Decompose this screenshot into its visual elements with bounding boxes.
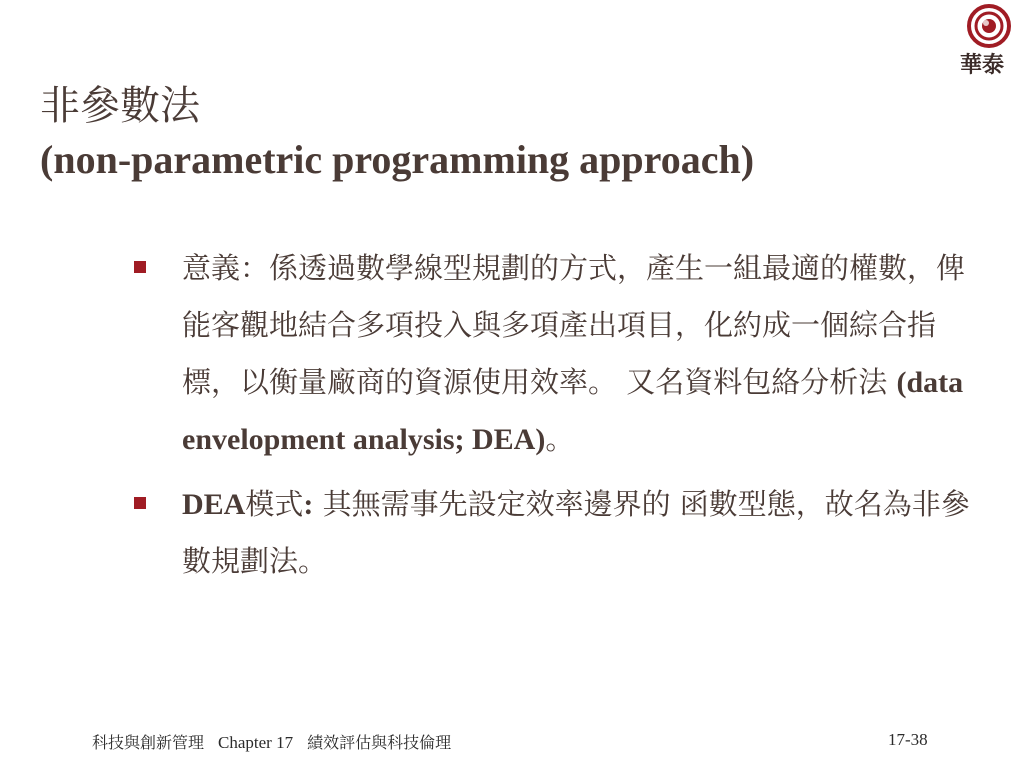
- logo-text: 華泰: [960, 52, 1005, 78]
- footer-chapter-title: 績效評估與科技倫理: [307, 733, 452, 752]
- square-bullet-icon: [134, 497, 146, 509]
- slide-footer: [0, 730, 1024, 760]
- slide-title-english: (non-parametric programming approach): [40, 137, 755, 182]
- bullet-text: [182, 476, 982, 590]
- slide-title-chinese: 非參數法: [40, 83, 200, 129]
- bullet-text: [182, 240, 982, 468]
- publisher-logo: [958, 4, 1022, 84]
- square-bullet-icon: [134, 261, 146, 273]
- footer-course-name: 科技與創新管理: [92, 733, 205, 752]
- bullet-list: [134, 240, 984, 598]
- bullet-text-tail: 。: [545, 422, 575, 456]
- bullet-text-chinese: 意義：係透過數學線型規劃的方式，產生一組最適的權數，俾能客觀地結合多項投入與多項產出項目，化約成一個綜合指標，以衡量廠商的資源使用效率。 又名資料包絡分析法: [182, 251, 966, 399]
- bullet-item-dea-model: [134, 476, 984, 590]
- concentric-circles-emblem-icon: [967, 4, 1011, 48]
- footer-chapter: Chapter 17: [218, 733, 294, 752]
- bullet-item-definition: [134, 240, 984, 468]
- bullet-lead-chinese: 模式: [245, 487, 304, 521]
- slide-title: [40, 80, 754, 188]
- page-number: 17-38: [888, 730, 928, 749]
- bullet-text-english: (data envelopment analysis; DEA): [182, 366, 964, 456]
- bullet-text-chinese: 其無需事先設定效率邊界的 函數型態，故名為非參數規劃法。: [182, 487, 970, 578]
- bullet-lead-colon: :: [303, 488, 314, 521]
- bullet-lead-english: DEA: [182, 488, 246, 521]
- footer-course-info: [92, 730, 451, 753]
